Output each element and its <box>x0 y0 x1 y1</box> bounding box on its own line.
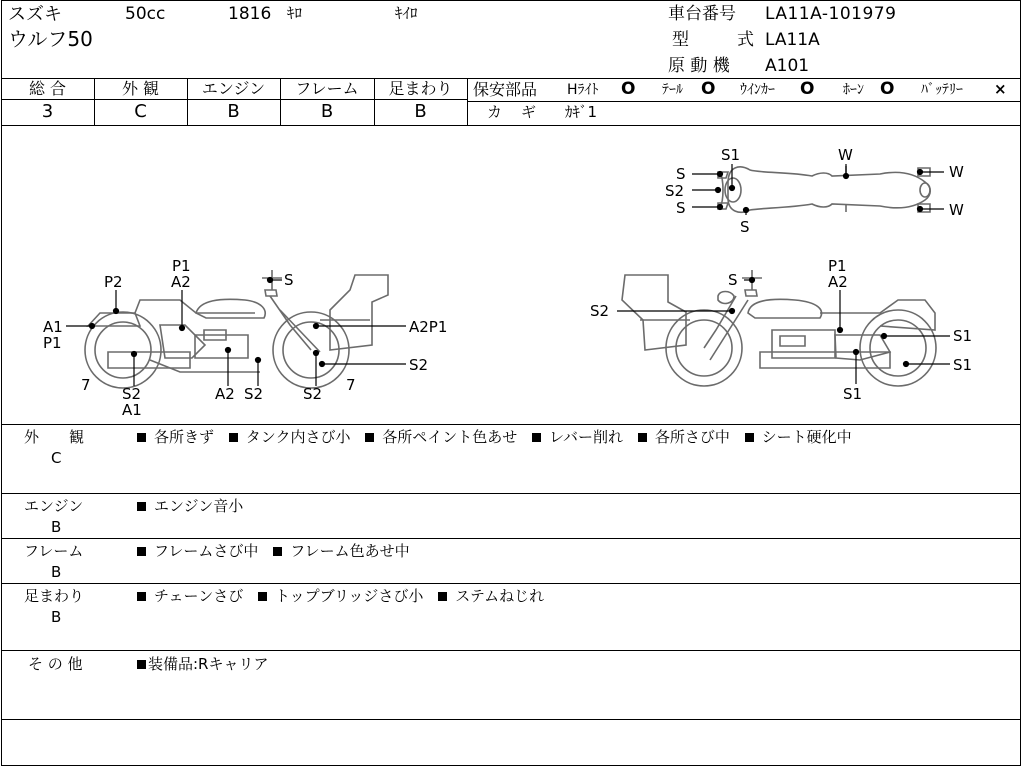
note-title-other: そ の 他 <box>28 655 83 673</box>
note-item: トップブリッジさび小 <box>275 587 424 605</box>
top-label: W <box>949 201 964 219</box>
left-label: S2 <box>122 385 142 403</box>
top-label: S1 <box>721 146 741 164</box>
bullet-square <box>365 433 374 442</box>
left-label: S <box>284 271 294 289</box>
model-type-label-2: 式 <box>737 30 754 50</box>
top-label: S <box>740 218 750 236</box>
note-title-frame: フレーム <box>24 542 84 560</box>
right-label: A2 <box>828 273 848 291</box>
note-items-engine <box>137 499 243 514</box>
notes-line <box>1 650 1021 651</box>
left-label: 7 <box>346 376 356 394</box>
safety-headlight-mark: O <box>621 79 636 99</box>
left-label: A2P1 <box>409 318 448 336</box>
note-grade-engine: B <box>51 518 62 536</box>
displacement: 50cc <box>125 4 166 24</box>
note-item: ステムねじれ <box>455 587 545 605</box>
chassis-number: LA11A-101979 <box>765 4 897 24</box>
note-items-other <box>137 657 268 672</box>
right-label: S1 <box>843 385 863 403</box>
bullet-square <box>638 433 647 442</box>
note-item: 各所さび中 <box>654 428 730 446</box>
safety-headlight-label: Hﾗｲﾄ <box>567 82 599 98</box>
chassis-number-label: 車台番号 <box>668 4 736 24</box>
safety-battery-mark: × <box>994 80 1007 98</box>
rating-exterior: C <box>134 101 147 122</box>
rating-header-exterior: 外 観 <box>121 79 160 98</box>
note-item: シート硬化中 <box>761 428 852 446</box>
key-value: ｶｷﾞ1 <box>565 103 598 121</box>
bullet-square <box>137 547 146 556</box>
note-title-exterior: 外 観 <box>24 428 85 446</box>
mileage: 1816 <box>228 4 272 24</box>
model-name: ウルフ50 <box>8 27 93 51</box>
model-type: LA11A <box>765 30 820 50</box>
note-item: エンジン音小 <box>154 497 244 515</box>
left-label: S2 <box>244 385 264 403</box>
rating-overall: 3 <box>41 101 54 122</box>
bullet-square <box>137 502 146 511</box>
model-type-label-1: 型 <box>672 30 689 50</box>
rating-frame: B <box>320 101 334 122</box>
left-label: A1 <box>43 318 63 336</box>
safety-winker-label: ｳｲﾝｶｰ <box>740 82 775 98</box>
right-label: S2 <box>590 302 610 320</box>
mileage-unit: ｷﾛ <box>287 4 303 22</box>
safety-winker-mark: O <box>800 79 815 99</box>
note-grade-suspension: B <box>51 608 62 626</box>
engine-model-label: 原 動 機 <box>668 56 730 76</box>
bullet-square <box>532 433 541 442</box>
bullet-square <box>137 433 146 442</box>
top-view-bike <box>718 166 930 212</box>
right-label: S <box>728 271 738 289</box>
note-items-suspension <box>137 589 544 604</box>
rating-header-engine: エンジン <box>201 79 266 98</box>
top-label: S2 <box>665 182 685 200</box>
rating-header-frame: フレーム <box>295 79 359 98</box>
safety-battery-label: ﾊﾞｯﾃﾘｰ <box>921 82 963 98</box>
notes-line <box>1 538 1021 539</box>
left-side-leaders <box>66 278 406 387</box>
bullet-square <box>258 592 267 601</box>
notes-line <box>1 583 1021 584</box>
bullet-square <box>273 547 282 556</box>
bullet-square <box>745 433 754 442</box>
left-label: A2 <box>171 273 191 291</box>
right-label: S1 <box>953 356 973 374</box>
note-item: 各所きず <box>154 428 215 446</box>
note-item: チェーンさび <box>154 587 244 605</box>
notes-line <box>1 493 1021 494</box>
left-label: P1 <box>172 257 191 275</box>
left-label: S2 <box>409 356 429 374</box>
note-items-frame <box>137 544 410 559</box>
notes-line <box>1 719 1021 720</box>
key-label: カ ギ <box>487 103 539 121</box>
safety-tail-label: ﾃｰﾙ <box>662 82 683 98</box>
right-label: S1 <box>953 327 973 345</box>
note-grade-exterior: C <box>51 449 62 467</box>
bullet-square <box>137 592 146 601</box>
rating-header-suspension: 足まわり <box>388 79 453 98</box>
left-label: 7 <box>81 376 91 394</box>
engine-model: A101 <box>765 56 810 76</box>
right-side-bike <box>622 270 936 386</box>
note-items-exterior <box>137 430 852 445</box>
bullet-square <box>137 660 146 669</box>
note-item: レバー削れ <box>549 428 624 446</box>
top-label: W <box>949 163 964 181</box>
top-label: W <box>838 146 853 164</box>
note-title-suspension: 足まわり <box>24 587 85 605</box>
safety-parts-label: 保安部品 <box>473 80 538 99</box>
maker-name: スズキ <box>8 4 62 25</box>
left-label: S2 <box>303 385 323 403</box>
mileage-unit-note: ｷｲﾛ <box>395 4 418 22</box>
left-label: P1 <box>43 334 62 352</box>
safety-horn-mark: O <box>880 79 895 99</box>
rating-engine: B <box>227 101 240 122</box>
note-item: フレーム色あせ中 <box>290 542 410 560</box>
left-label: A2 <box>215 385 235 403</box>
note-item: 装備品:Rキャリア <box>148 655 269 673</box>
right-label: P1 <box>828 257 847 275</box>
note-grade-frame: B <box>51 563 62 581</box>
left-label: P2 <box>104 273 123 291</box>
bullet-square <box>229 433 238 442</box>
left-label: A1 <box>122 401 142 419</box>
top-label: S <box>676 165 686 183</box>
rating-header-overall: 総 合 <box>28 79 67 98</box>
safety-horn-label: ﾎｰﾝ <box>843 82 864 98</box>
safety-tail-mark: O <box>701 79 716 99</box>
note-item: フレームさび中 <box>154 542 259 560</box>
note-item: 各所ペイント色あせ <box>382 428 518 446</box>
note-item: タンク内さび小 <box>245 428 351 446</box>
note-title-engine: エンジン <box>24 497 84 515</box>
bullet-square <box>438 592 447 601</box>
rating-suspension: B <box>414 101 427 122</box>
left-side-bike <box>85 270 388 388</box>
top-label: S <box>676 199 686 217</box>
